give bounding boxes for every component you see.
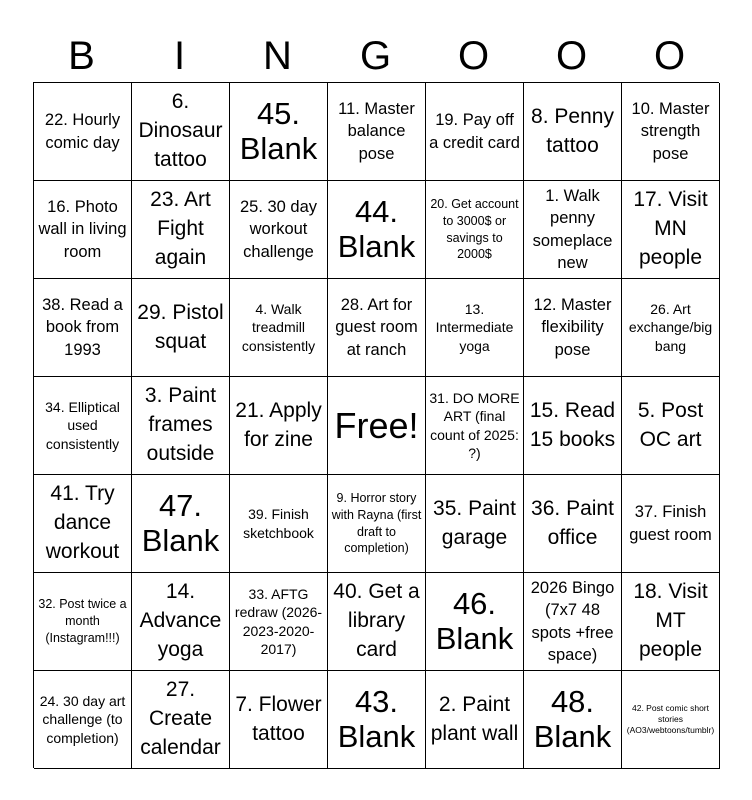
- bingo-cell[interactable]: 47. Blank: [132, 475, 230, 573]
- bingo-cell[interactable]: 15. Read 15 books: [524, 377, 622, 475]
- bingo-cell[interactable]: 1. Walk penny someplace new: [524, 181, 622, 279]
- bingo-header: [33, 30, 719, 82]
- bingo-cell[interactable]: 25. 30 day workout challenge: [230, 181, 328, 279]
- bingo-cell[interactable]: 2. Paint plant wall: [426, 671, 524, 769]
- bingo-cell[interactable]: 44. Blank: [328, 181, 426, 279]
- bingo-cell[interactable]: 42. Post comic short stories (AO3/webtoons/tumblr): [622, 671, 720, 769]
- bingo-cell[interactable]: 37. Finish guest room: [622, 475, 720, 573]
- bingo-cell[interactable]: 6. Dinosaur tattoo: [132, 83, 230, 181]
- bingo-cell[interactable]: 26. Art exchange/big bang: [622, 279, 720, 377]
- bingo-cell[interactable]: 19. Pay off a credit card: [426, 83, 524, 181]
- header-letter-g: G: [359, 34, 393, 78]
- bingo-cell[interactable]: 10. Master strength pose: [622, 83, 720, 181]
- bingo-cell[interactable]: 16. Photo wall in living room: [34, 181, 132, 279]
- bingo-cell[interactable]: 38. Read a book from 1993: [34, 279, 132, 377]
- bingo-cell[interactable]: 39. Finish sketchbook: [230, 475, 328, 573]
- bingo-cell[interactable]: 21. Apply for zine: [230, 377, 328, 475]
- bingo-cell[interactable]: 24. 30 day art challenge (to completion): [34, 671, 132, 769]
- bingo-cell[interactable]: 20. Get account to 3000$ or savings to 2000$: [426, 181, 524, 279]
- bingo-cell[interactable]: 4. Walk treadmill consistently: [230, 279, 328, 377]
- bingo-cell[interactable]: 36. Paint office: [524, 475, 622, 573]
- bingo-cell[interactable]: 12. Master flexibility pose: [524, 279, 622, 377]
- bingo-cell[interactable]: 3. Paint frames outside: [132, 377, 230, 475]
- bingo-cell[interactable]: 7. Flower tattoo: [230, 671, 328, 769]
- header-letter-i: I: [173, 34, 187, 78]
- bingo-cell[interactable]: 28. Art for guest room at ranch: [328, 279, 426, 377]
- bingo-cell[interactable]: 35. Paint garage: [426, 475, 524, 573]
- bingo-cell[interactable]: 17. Visit MN people: [622, 181, 720, 279]
- bingo-cell[interactable]: 14. Advance yoga: [132, 573, 230, 671]
- bingo-cell[interactable]: 32. Post twice a month (Instagram!!!): [34, 573, 132, 671]
- bingo-cell[interactable]: 27. Create calendar: [132, 671, 230, 769]
- bingo-cell[interactable]: 11. Master balance pose: [328, 83, 426, 181]
- bingo-cell[interactable]: 34. Elliptical used consistently: [34, 377, 132, 475]
- header-letter-o-1: O: [457, 34, 491, 78]
- bingo-cell[interactable]: 5. Post OC art: [622, 377, 720, 475]
- bingo-cell[interactable]: 22. Hourly comic day: [34, 83, 132, 181]
- bingo-cell[interactable]: 45. Blank: [230, 83, 328, 181]
- bingo-cell[interactable]: 43. Blank: [328, 671, 426, 769]
- bingo-cell[interactable]: 40. Get a library card: [328, 573, 426, 671]
- header-letter-b: B: [68, 34, 96, 78]
- bingo-cell[interactable]: 29. Pistol squat: [132, 279, 230, 377]
- bingo-cell[interactable]: 23. Art Fight again: [132, 181, 230, 279]
- bingo-cell[interactable]: 46. Blank: [426, 573, 524, 671]
- bingo-cell[interactable]: 13. Intermediate yoga: [426, 279, 524, 377]
- bingo-cell[interactable]: 41. Try dance workout: [34, 475, 132, 573]
- header-letter-n: N: [263, 34, 293, 78]
- bingo-cell[interactable]: 9. Horror story with Rayna (first draft to completion): [328, 475, 426, 573]
- header-letter-o-2: O: [555, 34, 589, 78]
- bingo-cell[interactable]: 33. AFTG redraw (2026-2023-2020-2017): [230, 573, 328, 671]
- bingo-cell[interactable]: 18. Visit MT people: [622, 573, 720, 671]
- bingo-card-grid: [33, 82, 719, 768]
- header-letter-o-3: O: [653, 34, 687, 78]
- bingo-cell[interactable]: 8. Penny tattoo: [524, 83, 622, 181]
- bingo-cell[interactable]: 48. Blank: [524, 671, 622, 769]
- bingo-cell[interactable]: 2026 Bingo (7x7 48 spots +free space): [524, 573, 622, 671]
- bingo-cell[interactable]: 31. DO MORE ART (final count of 2025: ?): [426, 377, 524, 475]
- free-space-cell[interactable]: Free!: [328, 377, 426, 475]
